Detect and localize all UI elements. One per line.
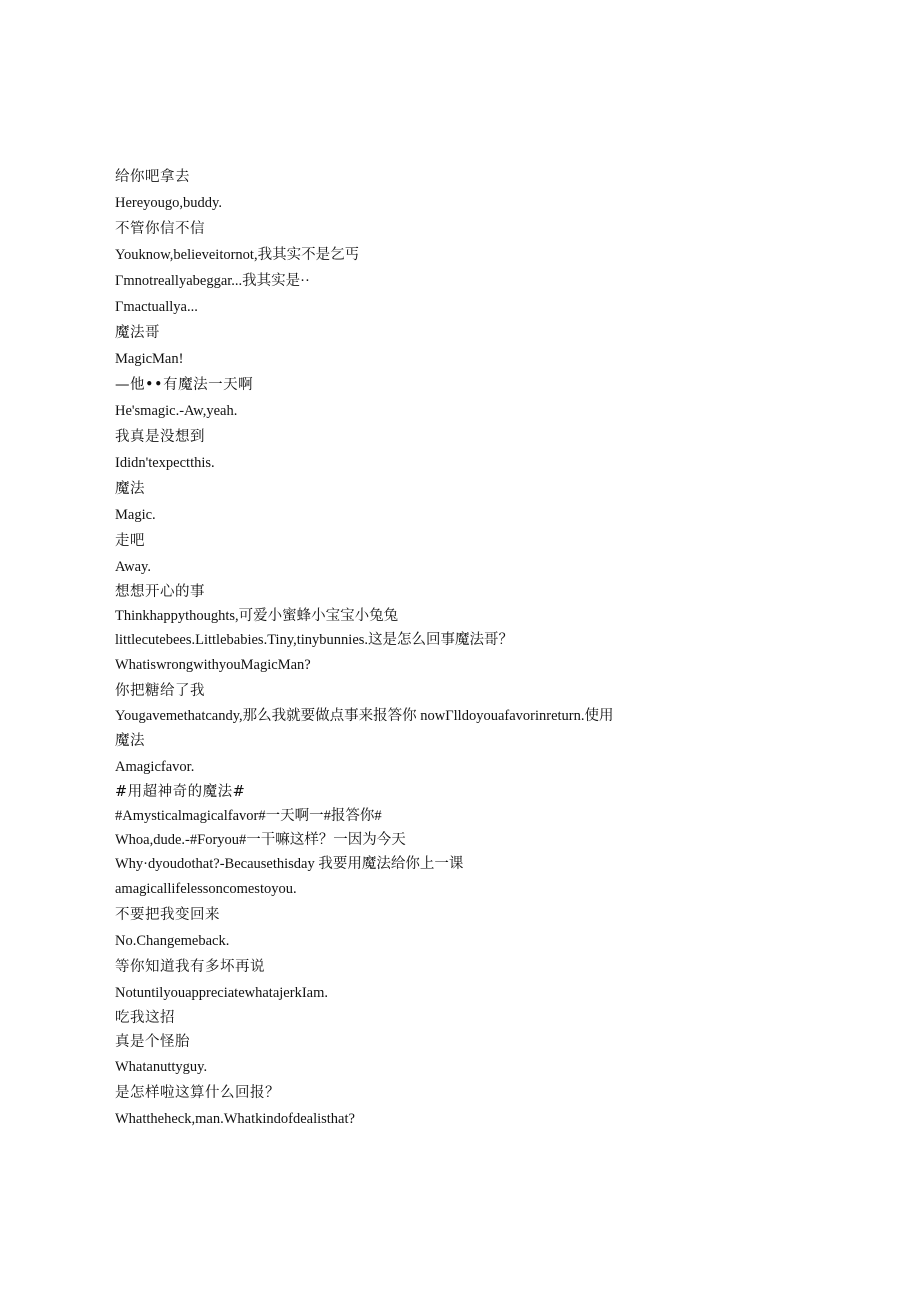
subtitle-line-zh: 魔法: [115, 481, 145, 497]
subtitle-line-en: MagicMan!: [115, 351, 184, 367]
subtitle-line-zh: 走吧: [115, 533, 145, 549]
subtitle-line-zh: 你把糖给了我: [115, 683, 205, 699]
subtitle-line-zh: 不管你信不信: [115, 221, 205, 237]
subtitle-line-en: Yougavemethatcandy,那么我就要做点事来报答你 nowΓlldoyouafavorinreturn.使用: [115, 708, 614, 724]
subtitle-line-en: WhatiswrongwithyouMagicMan?: [115, 657, 311, 673]
subtitle-line-en: Away.: [115, 559, 151, 575]
subtitle-line-en: Whoa,dude.-#Foryou#一干嘛这样？一因为今天: [115, 832, 406, 848]
subtitle-line-zh: 不要把我变回来: [115, 907, 220, 923]
subtitle-line-zh: 魔法: [115, 733, 145, 749]
subtitle-document: [115, 164, 735, 1132]
subtitle-line-en: #Amysticalmagicalfavor#一天啊一#报答你#: [115, 808, 382, 824]
subtitle-line-zh: 我真是没想到: [115, 429, 205, 445]
subtitle-line-en: Thinkhappythoughts,可爱小蜜蜂小宝宝小兔兔: [115, 608, 399, 624]
subtitle-line-en: Whattheheck,man.Whatkindofdealisthat?: [115, 1111, 355, 1127]
subtitle-line-en: Γmactuallya...: [115, 299, 198, 315]
subtitle-line-en: Magic.: [115, 507, 156, 523]
subtitle-line-zh: 真是个怪胎: [115, 1034, 190, 1050]
subtitle-line-zh: 等你知道我有多坏再说: [115, 959, 265, 975]
subtitle-line-en: NotuntilyouappreciatewhatajerkIam.: [115, 985, 328, 1001]
subtitle-line-zh: 吃我这招: [115, 1010, 175, 1026]
subtitle-line-en: Hereyougo,buddy.: [115, 195, 222, 211]
subtitle-line-en: littlecutebees.Littlebabies.Tiny,tinybunnies.这是怎么回事魔法哥？: [115, 632, 514, 648]
subtitle-line-zh: 想想开心的事: [115, 584, 205, 600]
subtitle-line-en: No.Changemeback.: [115, 933, 230, 949]
subtitle-line-en: Ididn'texpectthis.: [115, 455, 215, 471]
subtitle-line-zh: 魔法哥: [115, 325, 160, 341]
subtitle-line-en: Youknow,believeitornot,我其实不是乞丐: [115, 247, 360, 263]
subtitle-line-en: Whatanuttyguy.: [115, 1059, 208, 1075]
subtitle-line-en: amagicallifelessoncomestoyou.: [115, 881, 297, 897]
subtitle-line-en: Amagicfavor.: [115, 759, 195, 775]
subtitle-line-zh: —他••有魔法一天啊: [115, 377, 254, 393]
subtitle-line-en: He'smagic.-Aw,yeah.: [115, 403, 238, 419]
subtitle-line-zh: #用超神奇的魔法#: [115, 784, 246, 800]
subtitle-line-en: Why·dyoudothat?-Becausethisday 我要用魔法给你上一课: [115, 856, 464, 872]
subtitle-line-en: Γmnotreallyabeggar...我其实是··: [115, 273, 310, 289]
subtitle-line-zh: 是怎样啦这算什么回报？: [115, 1085, 280, 1101]
subtitle-line-zh: 给你吧拿去: [115, 169, 190, 185]
